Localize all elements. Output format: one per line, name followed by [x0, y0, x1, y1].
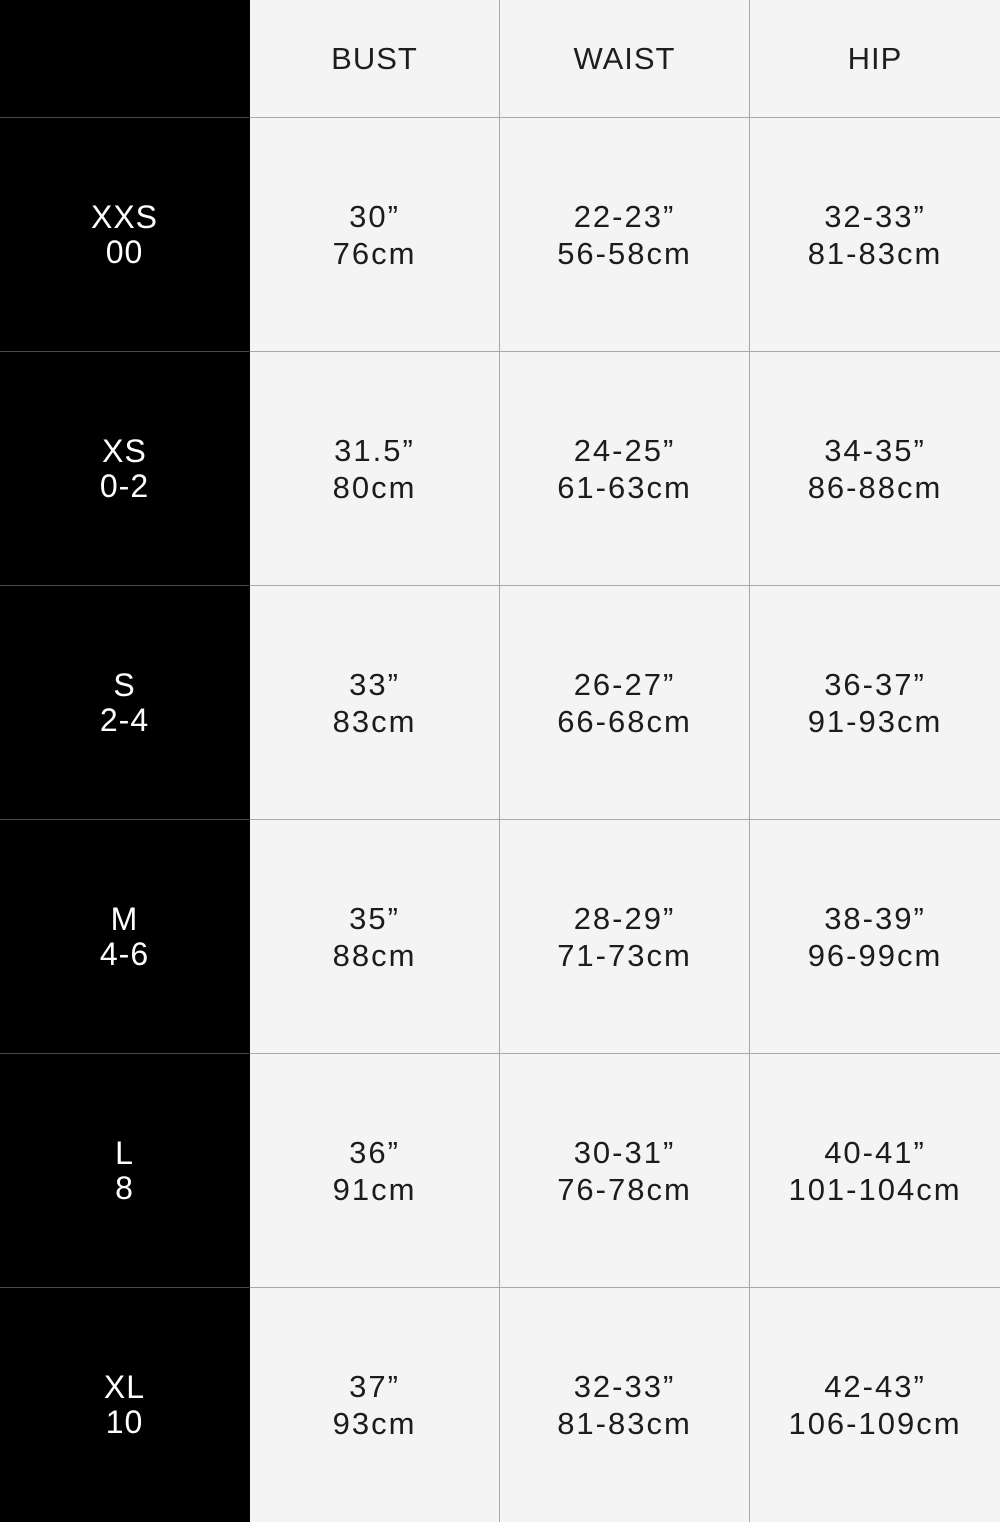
hip-cm: 86-88cm	[807, 469, 943, 505]
hip-cm: 106-109cm	[788, 1406, 962, 1441]
waist-cell	[500, 1288, 750, 1522]
bust-cell	[250, 820, 500, 1054]
size-label-cell	[0, 118, 250, 352]
waist-cm: 56-58cm	[557, 235, 692, 271]
hip-inches: 32-33”	[824, 198, 926, 234]
hip-inches: 40-41”	[824, 1134, 926, 1170]
hip-cell	[750, 352, 1000, 586]
hip-cm: 101-104cm	[788, 1171, 962, 1207]
bust-cm: 91cm	[332, 1171, 417, 1207]
size-number: 10	[105, 1404, 144, 1440]
waist-inches: 28-29”	[573, 900, 676, 936]
size-letter: XXS	[90, 198, 159, 235]
bust-inches: 33”	[349, 666, 400, 702]
bust-cell	[250, 1054, 500, 1288]
size-letter: S	[113, 666, 136, 703]
bust-inches: 30”	[349, 198, 400, 234]
size-label-cell	[0, 352, 250, 586]
size-letter: M	[110, 900, 139, 937]
bust-inches: 37”	[349, 1369, 400, 1404]
waist-cm: 61-63cm	[557, 469, 692, 505]
bust-cell	[250, 586, 500, 820]
bust-inches: 35”	[349, 900, 400, 936]
size-letter: XS	[102, 432, 147, 469]
waist-inches: 24-25”	[573, 432, 676, 468]
hip-cm: 91-93cm	[807, 703, 943, 739]
size-number: 2-4	[99, 701, 150, 738]
hip-cm: 81-83cm	[807, 235, 943, 271]
bust-inches: 31.5”	[334, 432, 415, 468]
waist-cell	[500, 1054, 750, 1288]
hip-inches: 42-43”	[824, 1369, 926, 1404]
waist-cell	[500, 820, 750, 1054]
hip-inches: 38-39”	[824, 900, 926, 936]
hip-inches: 36-37”	[824, 666, 926, 702]
waist-cm: 81-83cm	[557, 1406, 692, 1441]
hip-cell	[750, 118, 1000, 352]
header-corner-cell	[0, 0, 250, 118]
bust-cell	[250, 1288, 500, 1522]
waist-cm: 71-73cm	[557, 937, 692, 973]
size-label-cell	[0, 1288, 250, 1522]
bust-cm: 80cm	[332, 469, 417, 505]
size-number: 00	[105, 233, 144, 270]
size-label-cell	[0, 1054, 250, 1288]
bust-inches: 36”	[349, 1134, 400, 1170]
bust-cm: 83cm	[332, 703, 417, 739]
hip-cell	[750, 586, 1000, 820]
size-number: 0-2	[99, 467, 150, 504]
size-letter: L	[115, 1134, 134, 1171]
hip-cell	[750, 1288, 1000, 1522]
bust-cell	[250, 352, 500, 586]
header-waist: WAIST	[500, 0, 750, 118]
waist-cell	[500, 118, 750, 352]
size-letter: XL	[103, 1369, 146, 1405]
bust-cm: 88cm	[332, 937, 417, 973]
waist-inches: 26-27”	[573, 666, 676, 702]
waist-inches: 30-31”	[573, 1134, 676, 1170]
waist-inches: 22-23”	[573, 198, 676, 234]
bust-cm: 93cm	[332, 1406, 417, 1441]
hip-inches: 34-35”	[824, 432, 926, 468]
waist-cell	[500, 352, 750, 586]
bust-cell	[250, 118, 500, 352]
header-bust: BUST	[250, 0, 500, 118]
size-number: 4-6	[99, 935, 150, 972]
waist-cm: 66-68cm	[557, 703, 692, 739]
waist-cell	[500, 586, 750, 820]
hip-cell	[750, 820, 1000, 1054]
waist-cm: 76-78cm	[557, 1171, 692, 1207]
header-hip: HIP	[750, 0, 1000, 118]
size-label-cell	[0, 586, 250, 820]
size-label-cell	[0, 820, 250, 1054]
hip-cell	[750, 1054, 1000, 1288]
waist-inches: 32-33”	[573, 1369, 676, 1404]
size-number: 8	[115, 1169, 134, 1206]
bust-cm: 76cm	[332, 235, 417, 271]
hip-cm: 96-99cm	[807, 937, 943, 973]
